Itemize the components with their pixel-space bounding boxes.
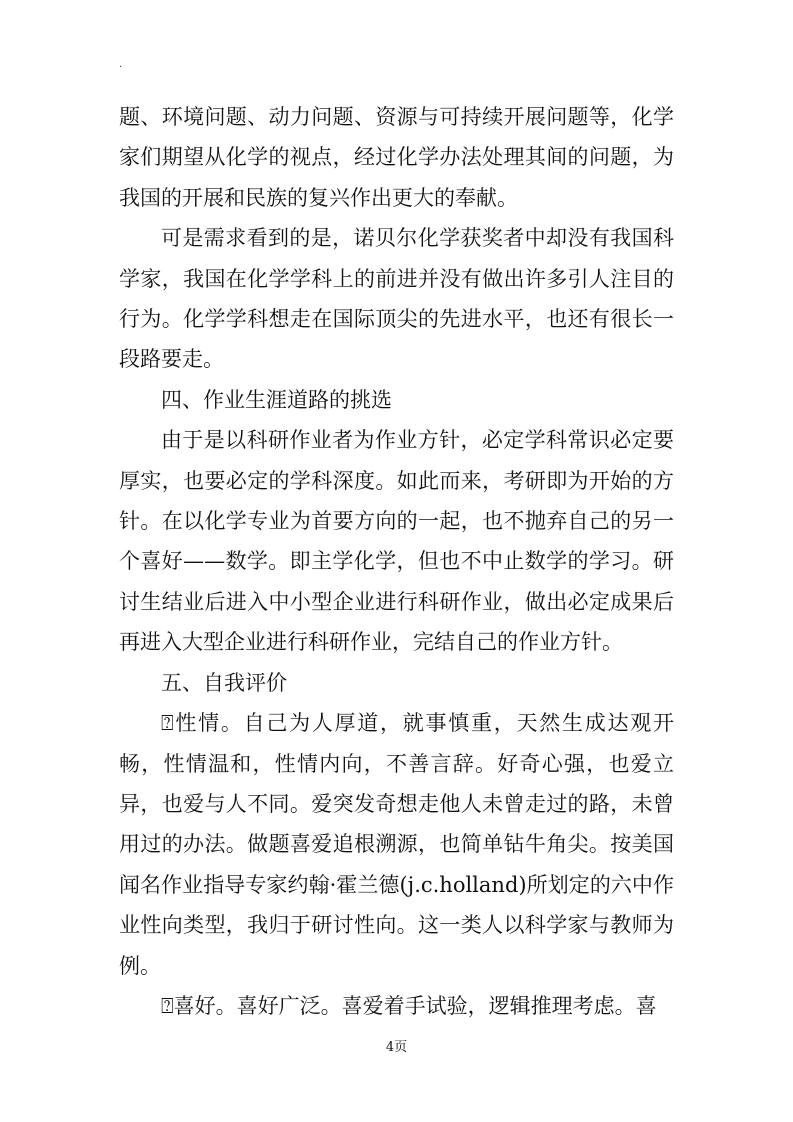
- page-number: 4页: [385, 1040, 408, 1055]
- section-heading: 四、作业生涯道路的挑选: [161, 387, 392, 412]
- paragraph: ⍰性情。自己为人厚道，就事慎重，天然生成达观开畅，性情温和，性情内向，不善言辞。好奇心强，也爱立异，也爱与人不同。爱突发奇想走他人未曾走过的路，未曾用过的办法。做题喜爱追根溯源，也简单钻牛角尖。按美国闻名作业指导专家约翰·霍兰德(j.c.holland)所划定的六中作业性向类型，我归于研讨性向。这一类人以科学家与教师为例。: [119, 711, 674, 978]
- paragraph: 由于是以科研作业者为作业方针，必定学科常识必定要厚实，也要必定的学科深度。如此而来，考研即为开始的方针。在以化学专业为首要方向的一起，也不抛弃自己的另一个喜好——数学。即主学化学，但也不中止数学的学习。研讨生结业后进入中小型企业进行科研作业，做出必定成果后再进入大型企业进行科研作业，完结自己的作业方针。: [119, 428, 674, 655]
- paragraph: ⍰喜好。喜好广泛。喜爱着手试验，逻辑推理考虑。喜: [161, 993, 657, 1018]
- document-body: [119, 97, 674, 1026]
- section-heading: 五、自我评价: [161, 670, 287, 695]
- paragraph: 可是需求看到的是，诺贝尔化学获奖者中却没有我国科学家，我国在化学学科上的前进并没有做出许多引人注目的行为。化学学科想走在国际顶尖的先进水平，也还有很长一段路要走。: [119, 226, 674, 372]
- header-mark: .: [119, 59, 123, 70]
- paragraph: 题、环境问题、动力问题、资源与可持续开展问题等，化学家们期望从化学的视点，经过化学办法处理其间的问题，为我国的开展和民族的复兴作出更大的奉献。: [119, 105, 674, 210]
